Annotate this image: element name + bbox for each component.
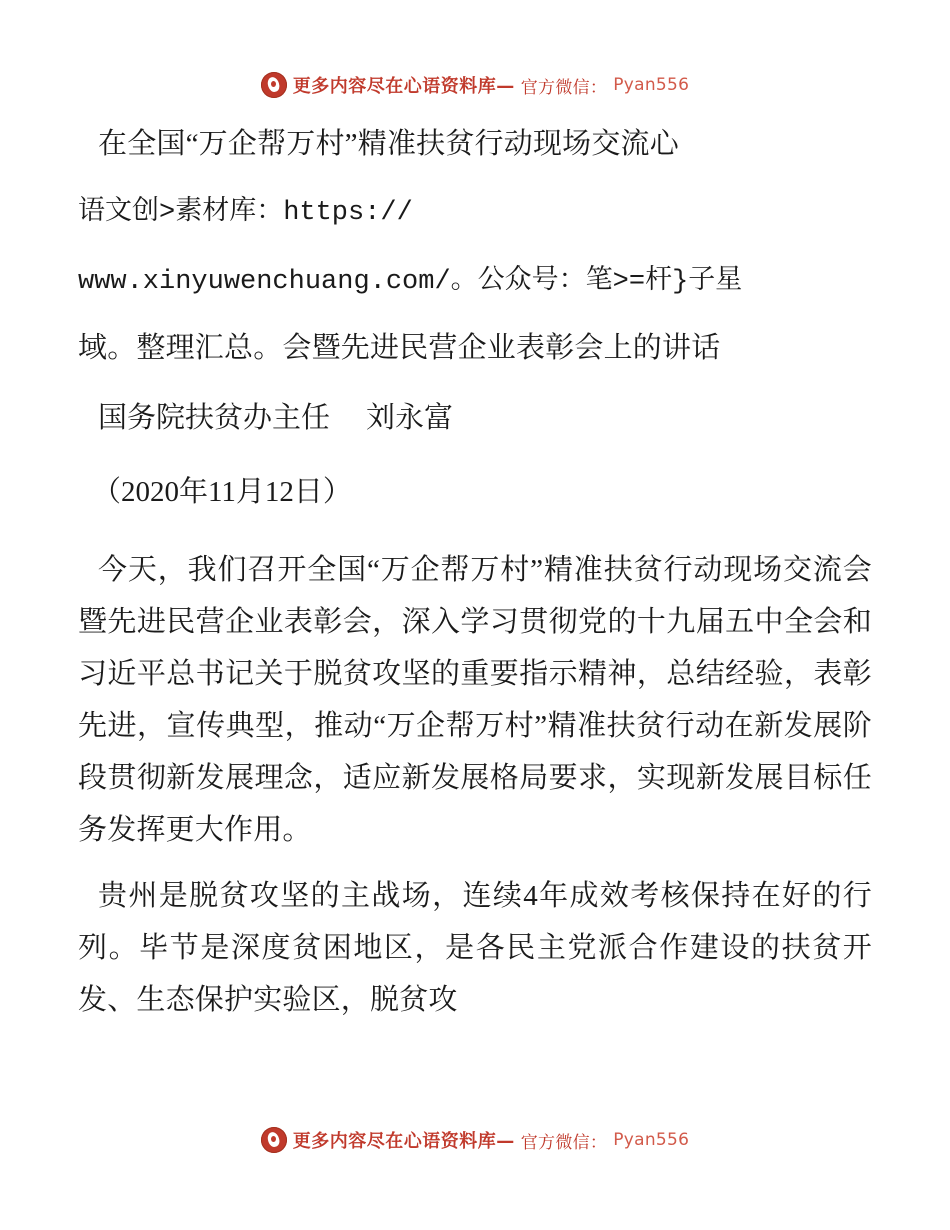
watermark-label-text: 官方微信：: [520, 1132, 608, 1153]
document-body: [78, 118, 872, 1040]
byline: [78, 392, 872, 444]
watermark-bottom: [0, 1127, 950, 1153]
paragraph-2: 贵州是脱贫攻坚的主战场，连续4年成效考核保持在好的行列。毕节是深度贫困地区，是各民主党派合作建设的扶贫开发、生态保护实验区，脱贫攻: [78, 880, 872, 1016]
watermark-label-text: 官方微信：: [520, 77, 608, 98]
title-line-2: [78, 184, 872, 239]
watermark-top: [0, 72, 950, 98]
watermark-handle-text: Pyan556: [613, 75, 690, 95]
document-title: [78, 118, 872, 374]
title-line-3-text: www.xinyuwenchuang.com/。公众号：笔>=杆}子星: [78, 267, 743, 297]
title-line-1: 在全国“万企帮万村”精准扶贫行动现场交流心: [98, 128, 679, 160]
dateline: （2020年11月12日）: [92, 476, 352, 508]
watermark-handle-text: Pyan556: [613, 1130, 690, 1150]
byline-office: 国务院扶贫办主任: [98, 402, 331, 434]
watermark-main-text: 更多内容尽在心语资料库—: [292, 1131, 515, 1152]
seal-logo-icon: [261, 1127, 287, 1153]
paragraph-1: 今天，我们召开全国“万企帮万村”精准扶贫行动现场交流会暨先进民营企业表彰会，深入学习贯彻党的十九届五中全会和习近平总书记关于脱贫攻坚的重要指示精神，总结经验，表彰先进，宣传典型，推动“万企帮万村”精准扶贫行动在新发展阶段贯彻新发展理念，适应新发展格局要求，实现新发展目标任务发挥更大作用。: [78, 554, 872, 846]
watermark-main-text: 更多内容尽在心语资料库—: [292, 76, 515, 97]
title-line-4: 域。整理汇总。会暨先进民营企业表彰会上的讲话: [78, 332, 721, 364]
byline-name: 刘永富: [366, 402, 454, 434]
title-line-2-text: 语文创>素材库：https://: [78, 198, 413, 228]
seal-logo-icon: [261, 72, 287, 98]
title-line-3: [78, 253, 872, 308]
